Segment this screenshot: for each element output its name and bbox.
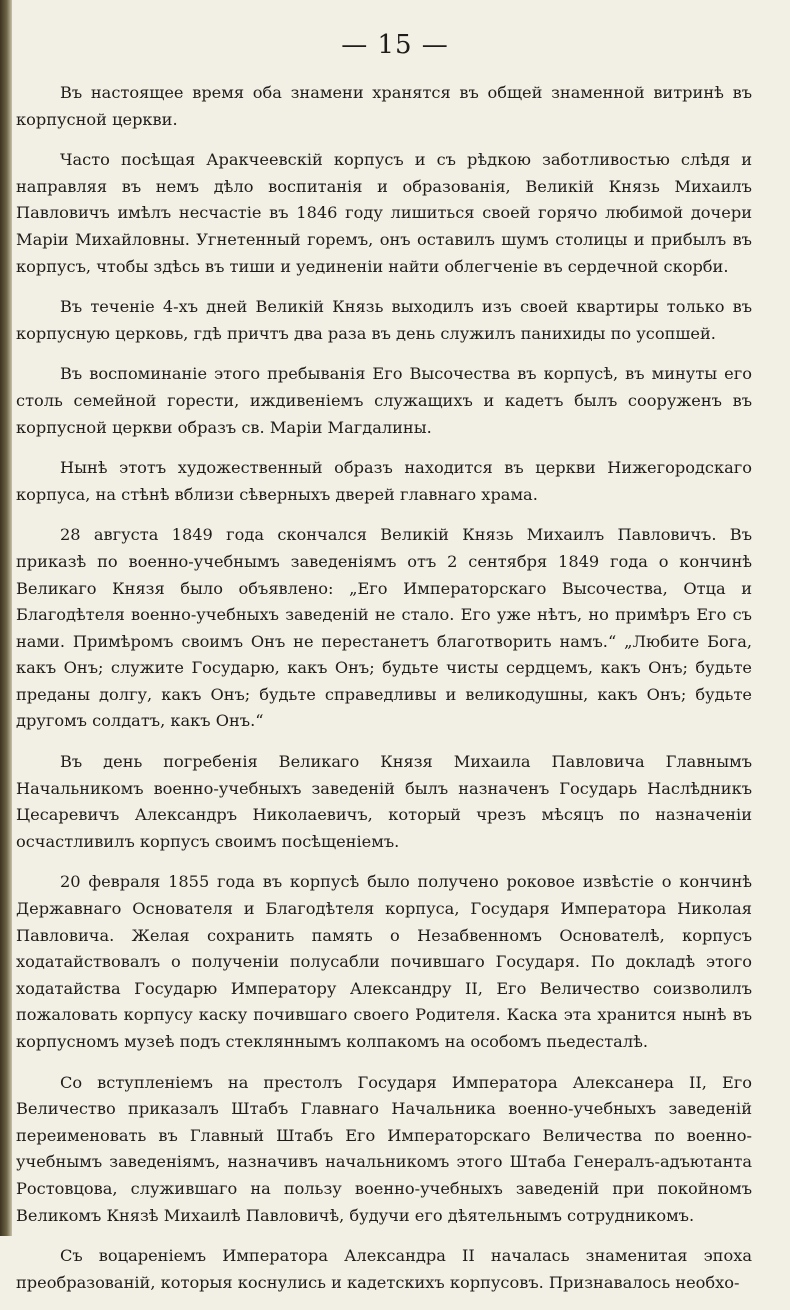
paragraph: 28 августа 1849 года скончался Великій Князь Михаилъ Павловичъ. Въ приказѣ по военно-учебнымъ заведеніямъ отъ 2 сентября 1849 года о кончинѣ Великаго Князя было объявлено: „Его Императорскаго Высочества, Отца и Благодѣтеля военно-учебныхъ заведеній не стало. Его уже нѣтъ, но примѣръ Его съ нами. Примѣромъ своимъ Онъ не перестанетъ благотворить намъ.“ „Любите Бога, какъ Онъ; служите Государю, какъ Онъ; будьте чисты сердцемъ, какъ Онъ; будьте преданы долгу, какъ Онъ; будьте справедливы и великодушны, какъ Онъ; будьте другомъ солдатъ, какъ Онъ.“ [16, 525, 752, 731]
paragraph: Въ день погребенія Великаго Князя Михаила Павловича Главнымъ Начальникомъ военно-учебныхъ заведеній былъ назначенъ Государь Наслѣдникъ Цесаревичъ Александръ Николаевичъ, который чрезъ мѣсяцъ по назначеніи осчастливилъ корпусъ своимъ посѣщеніемъ. [16, 752, 752, 851]
paragraph: Въ теченіе 4-хъ дней Великій Князь выходилъ изъ своей квартиры только въ корпусную церковь, гдѣ причтъ два раза въ день служилъ панихиды по усопшей. [16, 297, 752, 343]
paragraph: Съ воцареніемъ Императора Александра II началась знаменитая эпоха преобразованій, которыя коснулись и кадетскихъ корпусовъ. Признавалось необхо- [16, 1246, 752, 1292]
page-text [16, 80, 752, 1310]
paragraph: Въ воспоминаніе этого пребыванія Его Высочества въ корпусѣ, въ минуты его столь семейной горести, иждивеніемъ служащихъ и кадетъ былъ сооруженъ въ корпусной церкви образъ св. Маріи Магдалины. [16, 364, 752, 437]
page-number: — 15 — [341, 30, 449, 60]
paragraph: Нынѣ этотъ художественный образъ находится въ церкви Нижегородскаго корпуса, на стѣнѣ вблизи сѣверныхъ дверей главнаго храма. [16, 458, 752, 504]
paragraph: Въ настоящее время оба знамени хранятся въ общей знаменной витринѣ въ корпусной церкви. [16, 83, 752, 129]
paragraph: Со вступленіемъ на престолъ Государя Императора Алексанера II, Его Величество приказалъ Штабъ Главнаго Начальника военно-учебныхъ заведеній переименовать въ Главный Штабъ Его Императорскаго Величества по военно-учебнымъ заведеніямъ, назначивъ начальникомъ этого Штаба Генералъ-адъютанта Ростовцова, служившаго на пользу военно-учебныхъ заведеній при покойномъ Великомъ Князѣ Михаилѣ Павловичѣ, будучи его дѣятельнымъ сотрудникомъ. [16, 1072, 752, 1225]
book-spine-shadow [0, 0, 12, 1236]
paragraph: Часто посѣщая Аракчеевскій корпусъ и съ рѣдкою заботливостью слѣдя и направляя въ немъ дѣло воспитанія и образованія, Великій Князь Михаилъ Павловичъ имѣлъ несчастіе въ 1846 году лишиться своей горячо любимой дочери Маріи Михайловны. Угнетенный горемъ, онъ оставилъ шумъ столицы и прибылъ въ корпусъ, чтобы здѣсь въ тиши и уединеніи найти облегченіе въ сердечной скорби. [16, 150, 752, 276]
paragraph: 20 февраля 1855 года въ корпусѣ было получено роковое извѣстіе о кончинѣ Державнаго Основателя и Благодѣтеля корпуса, Государя Императора Николая Павловича. Желая сохранить память о Незабвенномъ Основателѣ, корпусъ ходатайствовалъ о полученіи полусабли почившаго Государя. По докладѣ этого ходатайства Государю Императору Александру II, Его Величество соизволилъ пожаловать корпусу каску почившаго своего Родителя. Каска эта хранится нынѣ въ корпусномъ музеѣ подъ стекляннымъ колпакомъ на особомъ пьедесталѣ. [16, 872, 752, 1051]
